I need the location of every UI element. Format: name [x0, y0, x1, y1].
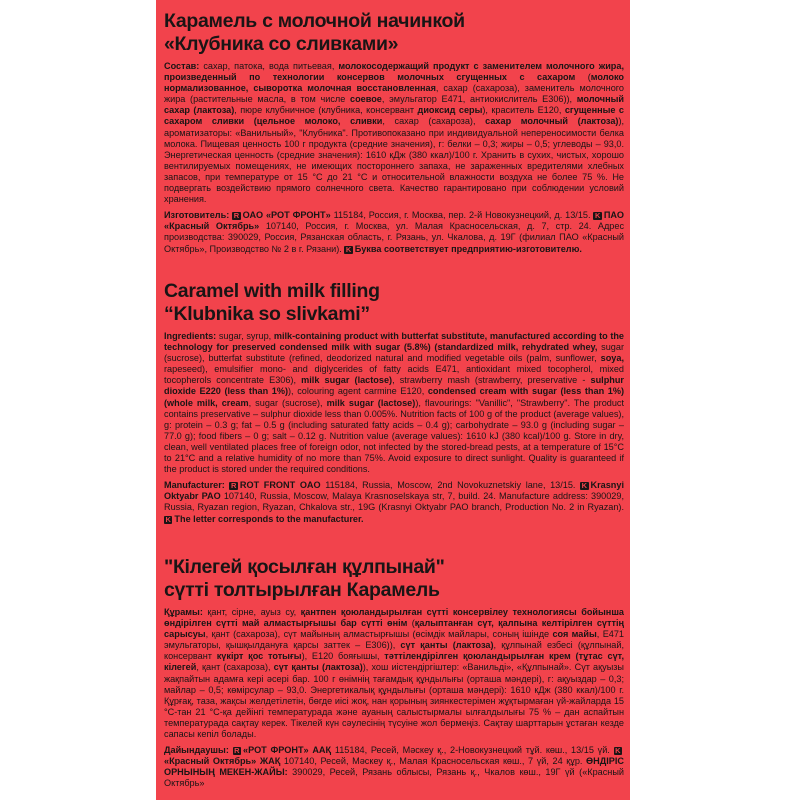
section-english [164, 280, 624, 525]
bold-text: Буква соответствует предприятию-изготовителю. [354, 243, 582, 254]
bold-text: молокосодержащий продукт с заменителем молочного жира, произведенный по технологии консервов молочных сгущенных с сахаром [164, 61, 624, 83]
title-ru-line2: «Клубника со сливками» [164, 33, 399, 55]
ingredients-kz: Құрамы: қант, сірне, ауыз су, қантпен қоюландырылған сүтті консервілеу технологиясы бойынша өндірілген сүтті май алмастырғышы бар сүтті өнім (қалыптанған сүт, қалпына келтірілген сүттің сарысуы, қант (сахароза), сүт майының алмастырғышы (өсімдік майлары, соның ішінде соя майы, E471 эмульгаторы, қышқылдануға қарсы заттек – E306)), сүт қанты (лактоза), құлпынай езбесі (құлпынай, консервант күкірт қос тотығы), E120 бояғышы, тәттілендірілген қоюландырылған крем (тұтас сүт, кілегей, қант (сахароза), сүт қанты (лактоза)), хош иістендіргіштер: «Ванильді», «Құлпынай». Сүт ақуызы жақпайтын адамға кері әсері бар. 100 г өнімнің тағамдық құндылығы (орташа мәндері), г: ақуыздар – 0,3; майлар – 0,5; көмірсулар – 93,0. Энергетикалық құндылығы (орташа мәндері): 1610 кДж (380 ккал)/100 г. Құрғақ, таза, жақсы желдетілетін, бөгде иісі жоқ, нан қорының зиянкестерімен жұқтырмаған үй-жайларда 15 °С-тан 21 °С-қа дейінгі температурада және ауаның салыстырмалы ылғалдылығы 75 % – дан аспайтын температурада сақтау керек. Тікелей күн сәулесінің түсуіне жол бермеңіз. Сақтау шарттарын ұстаған кезде сапасы кепіл болады. [164, 607, 625, 740]
title-kz-line1: "Кілегей қосылған құлпынай" [164, 556, 445, 578]
bold-text: сгущенные с сахаром сливки (цельное молоко, сливки [164, 105, 624, 127]
manufacturer-mark-k: K [594, 211, 601, 221]
manufacturer-mark-k: K [615, 746, 621, 756]
section-russian [164, 10, 624, 255]
bold-text: қалыптанған сүт, қалпына келтірілген сүттің сарысуы [164, 618, 624, 640]
bold-text: ROT FRONT OAO [239, 480, 321, 491]
bold-text: молочный сахар (лактоза) [164, 94, 624, 116]
manufacturer-mark-k: K [165, 514, 171, 524]
bold-text: сүт қанты (лактоза) [400, 640, 494, 651]
ingredients-ru: Состав: сахар, патока, вода питьевая, молокосодержащий продукт с заменителем молочного жира, произведенный по технологии консервов молочных сгущенных с сахаром (молоко нормализованное, сыворотка молочная восстановленная, сахар (сахароза), заменитель молочного жира (растительные масла, в том числе соевое, эмульгатор E471, антиокислитель E306)), молочный сахар (лактоза), пюре клубничное (клубника, консервант диоксид серы), краситель E120, сгущенные с сахаром сливки (цельное молоко, сливки, сахар (сахароза), сахар молочный (лактоза)), ароматизаторы: «Ванильный», "Клубника". Противопоказано при индивидуальной непереносимости белка молока. Пищевая ценность 100 г продукта (средние значения), г: белки – 0,3; жиры – 0,5; углеводы – 93,0. Энергетическая ценность (средние значения): 1610 кДж (380 ккал)/100 г. Хранить в сухих, чистых, хорошо вентилируемых помещениях, не имеющих постороннего запаха, не зараженных вредителями хлебных запасов, при температуре от 15 °С до 21 °С и относительной влажности воздуха не более 75 %. Не подвергать воздействию прямого солнечного света. Качество гарантировано при соблюдении условий хранения. [164, 61, 625, 205]
title-en-line2: “Klubnika so slivkami” [164, 303, 370, 325]
bold-text: күкірт қос тотығы [216, 651, 302, 662]
manufacturer-mark-r: R [230, 481, 237, 491]
bold-text: соя майы [552, 629, 597, 640]
bold-text: ӨНДІРІС ОРНЫНЫҢ МЕКЕН-ЖАЙЫ: [164, 756, 624, 778]
manufacturer-mark-k: K [581, 481, 588, 491]
manufacturer-mark-r: R [234, 746, 240, 756]
bold-text: «Красный Октябрь» ЖАҚ [164, 756, 281, 767]
bold-text: Состав: [164, 61, 200, 71]
manufacturer-mark-r: R [233, 211, 240, 221]
bold-text: Ingredients: [164, 331, 217, 341]
bold-text: соевое [350, 94, 382, 105]
bold-text: condensed cream with sugar (less than 1%) (whole milk, cream [164, 386, 624, 408]
bold-text: ПАО «Красный Октябрь» [164, 210, 624, 232]
title-kz-line2: сүтті толтырылған Карамель [164, 579, 440, 601]
bold-text: Krasnyi Oktyabr PAO [164, 480, 624, 502]
bold-text: Manufacturer: [164, 480, 225, 491]
ingredients-en: Ingredients: sugar, syrup, milk-containing product with butterfat substitute, manufactured according to the technology for preserved condensed milk with sugar (5.8%) (standardized milk, rehydrated whey, sugar (sucrose), butterfat substitute (refined, deodorized natural and modified vegetable oils (palm, sunflower, soya, rapeseed), emulsifier mono- and diglycerides of fatty acids E471, antioxidant mixed tocopherol, mixed tocopherols concentrate E306), milk sugar (lactose), strawberry mash (strawberry, preservative - sulphur dioxide E220 (less than 1%)), colouring agent carmine E120, condensed cream with sugar (less than 1%) (whole milk, cream, sugar (sucrose), milk sugar (lactose)), flavourings: "Vanillic", "Strawberry". The product contains preservative – sulphur dioxide less than 0.005%. Nutrition facts of 100 g of the product (average values), g: protein – 0.3 g; fat – 0.5 g (including saturated fatty acids – 0.4 g); carbohydrate – 93.0 g (including sugar – 77.0 g); food fibers – 0 g; salt – 0.12 g. Nutrition value (average values): 1610 kJ (380 kcal)/100 g. Store in dry, clean, well ventilated places free of foreign odor, not infected by the stored-bread pests, at a temperature of 15°C to 21°C and a relative humidity of no more than 75%. Avoid exposure to direct sunlight. Quality is guaranteed if the product is stored under the required conditions. [164, 331, 625, 475]
bold-text: сахар молочный (лактоза) [485, 116, 619, 127]
bold-text: milk-containing product with butterfat substitute, manufactured according to the technology for preserved condensed milk with sugar (5.8%) (standardized milk, rehydrated whey, [164, 331, 625, 353]
bold-text: тәттілендірілген қоюландырылған крем (тұтас сүт, кілегей [164, 651, 624, 673]
bold-text: молоко нормализованное, сыворотка молочная восстановленная [164, 72, 624, 94]
bold-text: диоксид серы [417, 105, 483, 116]
title-ru-line1: Карамель с молочной начинкой [164, 10, 465, 32]
bold-text: sulphur dioxide E220 (less than 1%) [164, 375, 624, 397]
bold-text: milk sugar (lactose) [326, 397, 416, 408]
bold-text: milk sugar (lactose) [301, 375, 393, 386]
bold-text: soya, [600, 353, 624, 364]
title-en-line1: Caramel with milk filling [164, 280, 380, 302]
bold-text: Изготовитель: [164, 210, 230, 221]
bold-text: сүт қанты (лактоза) [273, 662, 363, 673]
bold-text: The letter corresponds to the manufacturer. [174, 513, 364, 524]
manufacturer-kz: Дайындаушы: R «РОТ ФРОНТ» ААҚ 115184, Ресей, Мәскеу қ., 2-Новокузнецкий тұй. көш., 13/15 үй. K«Красный Октябрь» ЖАҚ 107140, Ресей, Мәскеу қ., Малая Красносельская көш., 7 үй, 24 құр. ӨНДІРІС ОРНЫНЫҢ МЕКЕН-ЖАЙЫ: 390029, Ресей, Рязань облысы, Рязань қ., Чкалов көш., 19Г үй («Красный Октябрь» [164, 745, 624, 789]
product-label [156, 0, 630, 800]
bold-text: Құрамы: [164, 607, 203, 617]
bold-text: ОАО «РОТ ФРОНТ» [242, 210, 331, 221]
manufacturer-ru: Изготовитель: R ОАО «РОТ ФРОНТ» 115184, Россия, г. Москва, пер. 2-й Новокузнецкий, д. 13/15. K ПАО «Красный Октябрь» 107140, Россия, г. Москва, ул. Малая Красносельская, д. 7, стр. 24. Адрес производства: 390029, Россия, Рязанская область, г. Рязань, ул. Чкалова, д. 19Г (филиал ПАО «Красный Октябрь», Производство № 2 в г. Рязани). K Буква соответствует предприятию-изготовителю. [164, 210, 625, 254]
manufacturer-mark-k: K [345, 244, 352, 254]
manufacturer-en: Manufacturer: R ROT FRONT OAO 115184, Russia, Moscow, 2nd Novokuznetskiy lane, 13/15. K Krasnyi Oktyabr PAO 107140, Russia, Moscow, Malaya Krasnoselskaya str, 7, build. 24. Manufacture address: 390029, Russia, Ryazan region, Ryazan, Chkalova str., 19G (Krasnyi Oktyabr PAO branch, Production No. 2 in Ryazan). K The letter corresponds to the manufacturer. [164, 480, 624, 524]
bold-text: «РОТ ФРОНТ» ААҚ [243, 745, 332, 756]
bold-text: қантпен қоюландырылған сүтті консервілеу технологиясы бойынша өндірілген сүтті май алмастырғышы бар сүтті өнім [164, 607, 624, 629]
section-kazakh [164, 556, 624, 790]
bold-text: Дайындаушы: [164, 745, 229, 756]
